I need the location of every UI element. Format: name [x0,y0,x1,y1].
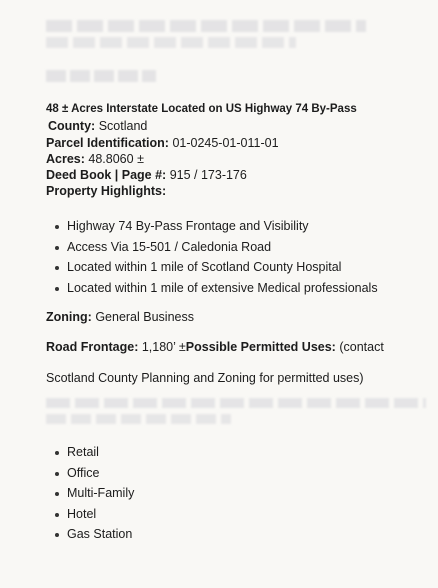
county-line [48,119,147,133]
bleed-through-top [46,20,366,32]
permitted-uses-note-line [46,371,364,385]
list-item: Located within 1 mile of Scotland County Hospital [52,259,378,280]
list-item: Highway 74 By-Pass Frontage and Visibility [52,218,378,239]
parcel-label: Parcel Identification: [46,136,169,150]
permitted-uses-note-cont: Scotland County Planning and Zoning for permitted uses) [46,371,364,385]
list-item: Hotel [52,506,134,527]
road-frontage-value: 1,180’ ± [141,340,186,354]
highlights-list [52,218,378,300]
county-label: County: [48,119,96,133]
list-item: Retail [52,444,134,465]
bleed-through-top-3 [46,70,156,82]
permitted-uses-label: Possible Permitted Uses: [185,340,336,354]
list-item: Multi-Family [52,485,134,506]
uses-list [52,444,134,547]
road-frontage-label: Road Frontage: [46,340,139,354]
zoning-value: General Business [95,310,194,324]
permitted-uses-note: (contact [339,340,384,354]
parcel-line [46,136,279,150]
property-title: 48 ± Acres Interstate Located on US Highway 74 By-Pass [46,103,357,115]
list-item: Gas Station [52,526,134,547]
deed-line [46,168,247,182]
highlights-label: Property Highlights: [46,184,167,198]
deed-label: Deed Book | Page #: [46,168,167,182]
acres-value: 48.8060 ± [88,152,144,166]
bleed-through-top-2 [46,37,296,48]
list-item: Located within 1 mile of extensive Medical professionals [52,280,378,301]
list-item: Office [52,465,134,486]
zoning-label: Zoning: [46,310,92,324]
road-frontage-line [46,340,384,354]
acres-label: Acres: [46,152,85,166]
list-item: Access Via 15-501 / Caledonia Road [52,239,378,260]
parcel-value: 01-0245-01-011-01 [172,136,279,150]
county-value: Scotland [98,119,148,133]
deed-value: 915 / 173-176 [169,168,247,182]
zoning-line [46,310,194,324]
acres-line [46,152,144,166]
bleed-through-mid-2 [46,414,231,424]
highlights-heading [46,184,166,198]
bleed-through-mid [46,398,426,408]
